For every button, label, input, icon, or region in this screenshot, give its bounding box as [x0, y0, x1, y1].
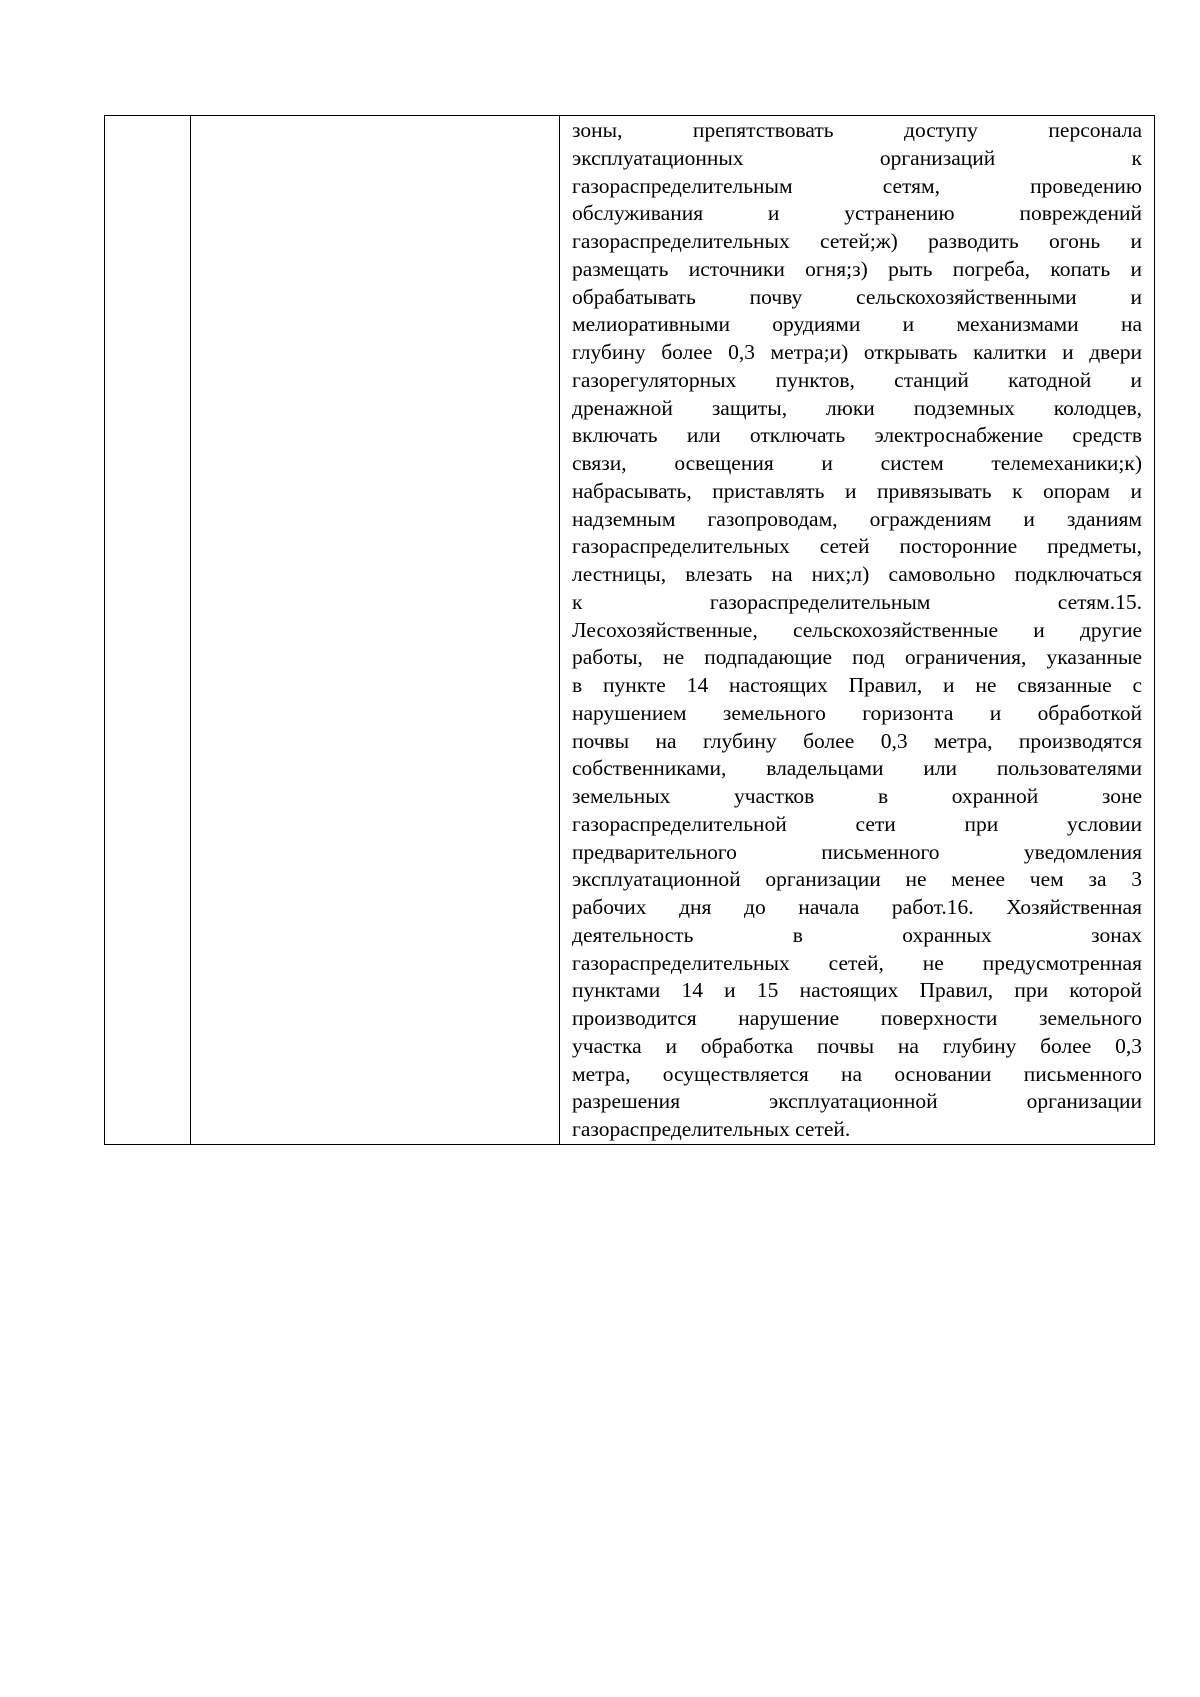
text-line: лестницы, влезать на них;л) самовольно подключаться	[572, 562, 1142, 586]
text-line: газорегуляторных пунктов, станций катодной и	[572, 367, 1142, 392]
text-line: газораспределительных сетей, не предусмотренная	[572, 950, 1142, 975]
text-line: работы, не подпадающие под ограничения, указанные	[572, 645, 1142, 670]
text-line: газораспределительных сетей посторонние предметы,	[572, 534, 1142, 559]
text-line: почвы на глубину более 0,3 метра, производятся	[572, 728, 1142, 753]
text-line: включать или отключать электроснабжение средств	[572, 423, 1142, 448]
text-line: газораспределительных сетей.	[572, 1117, 851, 1141]
text-line: предварительного письменного уведомления	[572, 839, 1142, 864]
text-line: участка и обработка почвы на глубину более 0,3	[572, 1033, 1142, 1058]
text-line: обслуживания и устранению повреждений	[572, 201, 1142, 226]
text-line: нарушением земельного горизонта и обработкой	[572, 700, 1142, 725]
text-line: рабочих дня до начала работ.16. Хозяйственная	[572, 895, 1142, 919]
table-cell-name	[191, 116, 560, 1145]
text-line: дренажной защиты, люки подземных колодцев,	[572, 395, 1142, 420]
document-table	[104, 115, 1155, 1145]
text-line: к газораспределительным сетям.15.	[572, 589, 1142, 614]
text-line: связи, освещения и систем телемеханики;к)	[572, 451, 1142, 475]
content-paragraph	[560, 116, 1154, 1144]
table-cell-number	[105, 116, 191, 1145]
text-line: эксплуатационных организаций к	[572, 145, 1142, 170]
text-line: производится нарушение поверхности земельного	[572, 1006, 1142, 1030]
text-line: зоны, препятствовать доступу персонала	[572, 118, 1142, 142]
text-line: обрабатывать почву сельскохозяйственными и	[572, 284, 1142, 309]
text-line: газораспределительной сети при условии	[572, 811, 1142, 836]
text-line: разрешения эксплуатационной организации	[572, 1089, 1142, 1114]
text-line: земельных участков в охранной зоне	[572, 784, 1142, 808]
text-line: деятельность в охранных зонах	[572, 922, 1142, 947]
text-line: Лесохозяйственные, сельскохозяйственные и другие	[572, 617, 1142, 642]
table-row	[105, 116, 1155, 1145]
text-line: пунктами 14 и 15 настоящих Правил, при которой	[572, 978, 1142, 1003]
text-line: мелиоративными орудиями и механизмами на	[572, 312, 1142, 337]
text-line: глубину более 0,3 метра;и) открывать калитки и двери	[572, 340, 1142, 364]
table-cell-content	[560, 116, 1155, 1145]
text-line: метра, осуществляется на основании письменного	[572, 1061, 1142, 1086]
text-line: набрасывать, приставлять и привязывать к опорам и	[572, 478, 1142, 503]
text-line: газораспределительных сетей;ж) разводить огонь и	[572, 229, 1142, 253]
text-line: размещать источники огня;з) рыть погреба, копать и	[572, 256, 1142, 281]
text-line: собственниками, владельцами или пользователями	[572, 756, 1142, 781]
text-line: в пункте 14 настоящих Правил, и не связанные с	[572, 673, 1142, 697]
text-line: газораспределительным сетям, проведению	[572, 173, 1142, 198]
text-line: эксплуатационной организации не менее чем за 3	[572, 867, 1142, 892]
text-line: надземным газопроводам, ограждениям и зданиям	[572, 506, 1142, 531]
